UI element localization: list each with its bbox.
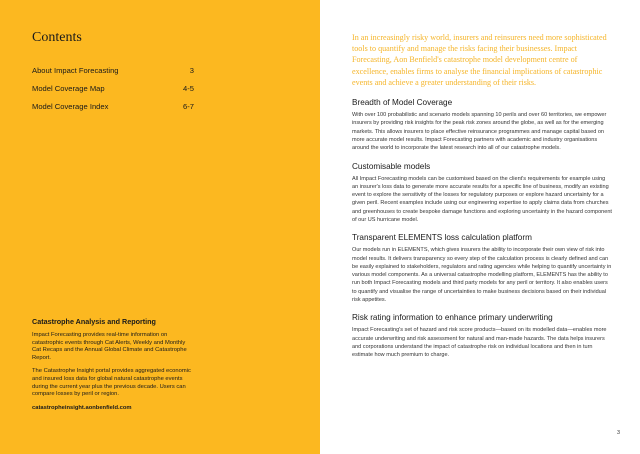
toc-item-label: Model Coverage Map (32, 84, 105, 93)
section-body: All Impact Forecasting models can be customised based on the client's requirements for example using an insurer's loss data to generate more accurate results for a specific line of business, modify an existing event to explore the sensitivity of the losses for regulatory purposes or explore hazard uncertainty for a given peril. Recent examples include using our engineering expertise to apply claims data from churches and greenhouses to create bespoke damage functions and exploring uncertainty in the hazard component of our US hurricane model. (352, 175, 612, 223)
section-risk-rating (352, 313, 612, 359)
section-heading: Customisable models (352, 161, 431, 171)
page-number: 3 (617, 430, 620, 436)
catastrophe-reporting-box (32, 317, 192, 411)
table-of-contents (32, 66, 194, 120)
main-content (352, 32, 612, 369)
section-body: Our models run in ELEMENTS, which gives insurers the ability to incorporate their own view of risk into model results. It delivers transparency so every step of the calculation process is clearly defined and can be easily explained to stakeholders, regulators and rating agencies while helping to quantify uncertainty in various model components. As a universal catastrophe modelling platform, ELEMENTS has the ability to run both Impact Forecasting models and third party models for any peril or territory. It also enables users to quantify and visualise the range of uncertainties to make business decisions based on their individual risk appetites. (352, 247, 612, 304)
toc-item-label: Model Coverage Index (32, 102, 109, 111)
section-model-coverage (352, 98, 612, 152)
toc-item[interactable] (32, 84, 194, 102)
section-elements-platform (352, 233, 612, 304)
sidebar-heading: Catastrophe Analysis and Reporting (32, 317, 156, 326)
section-customisable-models (352, 162, 612, 225)
section-heading: Breadth of Model Coverage (352, 98, 453, 108)
sidebar-paragraph: The Catastrophe Insight portal provides aggregated economic and insured loss data for global natural catastrophe events during the current year plus the previous decade. Users can compare losses by peril or region. (32, 368, 191, 398)
toc-item-page: 6-7 (183, 102, 194, 111)
section-body: With over 100 probabilistic and scenario models spanning 10 perils and over 60 territories, we empower insurers by providing risk insights for the peak risk zones around the globe, as well as for the emerging markets. This allows insurers to place effective reinsurance programmes and manage capital based on more accurate model results. Impact Forecasting partners with academic and industry organisations around the world to incorporate the latest research into all of our catastrophe models. (352, 112, 607, 152)
sidebar-paragraph: Impact Forecasting provides real-time information on catastrophic events through Cat Alerts, Weekly and Monthly Cat Recaps and the Annual Global Climate and Catastrophe Report. (32, 332, 187, 361)
contents-title: Contents (32, 30, 82, 45)
lead-paragraph: In an increasingly risky world, insurers and reinsurers need more sophisticated tools to quantify and manage the risks facing their businesses. Impact Forecasting, Aon Benfield's catastrophe model development centre of excellence, enables firms to analyse the financial implications of catastrophic events and achieve a greater understanding of their risks. (352, 33, 607, 87)
section-heading: Transparent ELEMENTS loss calculation platform (352, 233, 532, 243)
toc-item-label: About Impact Forecasting (32, 66, 119, 75)
toc-item[interactable] (32, 66, 194, 84)
catastrophe-insight-link[interactable]: catastropheinsight.aonbenfield.com (32, 404, 132, 411)
section-body: Impact Forecasting's set of hazard and risk score products—based on its modelled data—enables more accurate underwriting and risk assessment for natural and man-made hazards. The data helps insurers and corporations understand the impact of catastrophe risk on individual locations and then in turn estimate how much premium to charge. (352, 327, 607, 359)
toc-item-page: 4-5 (183, 84, 194, 93)
toc-item[interactable] (32, 102, 194, 120)
section-heading: Risk rating information to enhance primary underwriting (352, 313, 553, 323)
toc-item-page: 3 (189, 66, 194, 75)
